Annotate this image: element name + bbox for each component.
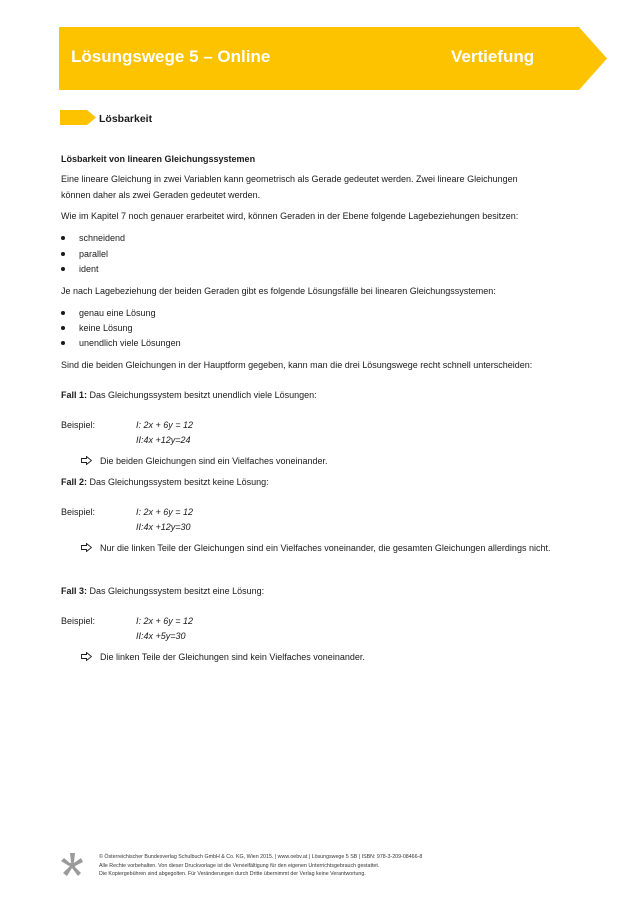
case-3-equation-1: I: 2x + 6y = 12 (136, 616, 194, 626)
footer-line-1: © Österreichischer Bundesverlag Schulbuch GmbH & Co. KG, Wien 2015. | www.oebv.at | Lösungswege 5 SB | ISBN: 978-3-209-08466-8 (99, 854, 423, 860)
case-1-equation-1: I: 2x + 6y = 12 (136, 420, 194, 430)
section-marker-shape (60, 110, 96, 125)
header-tag: Vertiefung (451, 47, 535, 66)
case-2-heading: Fall 2: Das Gleichungssystem besitzt keine Lösung: (61, 477, 269, 487)
footer-text (99, 853, 519, 879)
paragraph-2: Wie im Kapitel 7 noch genauer erarbeitet wird, können Geraden in der Ebene folgende Lagebeziehungen besitzen: (61, 211, 519, 221)
arrow-right-icon (81, 456, 92, 465)
section-title: Lösbarkeit (99, 113, 153, 125)
case-1-heading: Fall 1: Das Gleichungssystem besitzt unendlich viele Lösungen: (61, 390, 317, 400)
case-1-example-label: Beispiel: (61, 420, 96, 430)
list-item: keine Lösung (79, 320, 133, 336)
case-3-heading: Fall 3: Das Gleichungssystem besitzt eine Lösung: (61, 586, 265, 596)
publisher-logo-icon (61, 853, 83, 877)
paragraph-4: Sind die beiden Gleichungen in der Hauptform gegeben, kann man die drei Lösungswege recht schnell unterscheiden: (61, 360, 533, 370)
header-title: Lösungswege 5 – Online (71, 47, 271, 66)
case-3-equation-2: II:4x +5y=30 (136, 631, 186, 641)
list-item: ident (79, 261, 99, 277)
header-banner (59, 27, 607, 90)
body-heading: Lösbarkeit von linearen Gleichungssystemen (61, 154, 256, 164)
case-3-example-label: Beispiel: (61, 616, 96, 626)
case-2-equation-2: II:4x +12y=30 (136, 522, 191, 532)
list-item: parallel (79, 246, 108, 262)
paragraph-3: Je nach Lagebeziehung der beiden Geraden gibt es folgende Lösungsfälle bei linearen Gleichungssystemen: (61, 286, 496, 296)
case-2-example-label: Beispiel: (61, 507, 96, 517)
case-2-equation-1: I: 2x + 6y = 12 (136, 507, 194, 517)
arrow-right-icon (81, 543, 92, 552)
footer-line-3: Die Kopiergebühren sind abgegolten. Für Veränderungen durch Dritte übernimmt der Verlag keine Verantwortung. (99, 871, 366, 878)
paragraph-1: Eine lineare Gleichung in zwei Variablen kann geometrisch als Gerade gedeutet werden. Zwei lineare Gleichungen können daher als zwei Geraden gedeutet werden. (61, 174, 518, 200)
footer-line-2: Alle Rechte vorbehalten. Von dieser Druckvorlage ist die Vervielfältigung für den eigenen Unterrichtsgebrauch gestattet. (99, 862, 380, 869)
case-1-equation-2: II:4x +12y=24 (136, 435, 191, 445)
list-item: schneidend (79, 230, 125, 246)
list-item: genau eine Lösung (79, 305, 156, 321)
arrow-right-icon (81, 652, 92, 661)
list-item: unendlich viele Lösungen (79, 335, 181, 351)
